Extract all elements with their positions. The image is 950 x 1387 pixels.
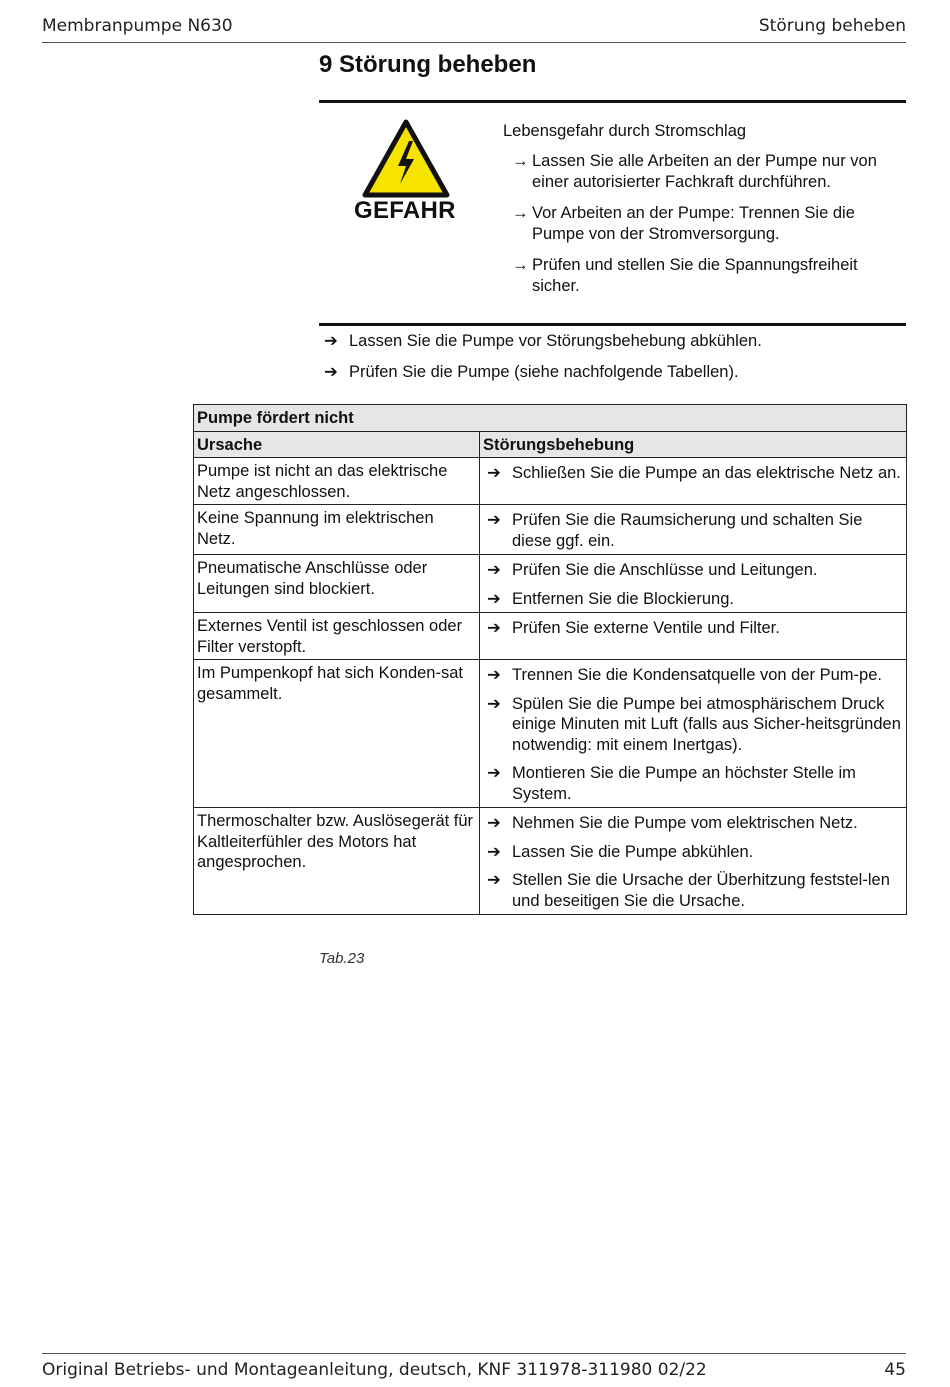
arrow-icon: ➔ [487,694,501,713]
table-row [194,660,907,808]
section-title: 9 Störung beheben [319,51,537,78]
preparation-steps [324,331,904,393]
arrow-icon: ➔ [487,561,501,579]
cause-cell: Pneumatische Anschlüsse oder Leitungen sind blockiert. [194,555,480,613]
fix-cell [480,613,907,660]
fix-item: ➔ Prüfen Sie die Raumsicherung und schalten Sie diese ggf. ein. [487,511,863,550]
fix-item: ➔ Lassen Sie die Pumpe abkühlen. [487,842,754,861]
cause-cell: Im Pumpenkopf hat sich Konden-sat gesammelt. [194,660,480,808]
electric-hazard-icon [362,119,450,199]
header-product: Membranpumpe N630 [42,16,233,36]
fix-item: ➔ Schließen Sie die Pumpe an das elektrische Netz an. [487,464,901,482]
fix-item: ➔ Nehmen Sie die Pumpe vom elektrischen Netz. [487,814,858,832]
arrow-icon: ➔ [487,619,501,637]
fix-cell [480,555,907,613]
fix-item: ➔ Trennen Sie die Kondensatquelle von der Pum-pe. [487,666,882,684]
page-number: 45 [884,1360,906,1380]
warning-item: → Prüfen und stellen Sie die Spannungsfreiheit sicher. [512,256,858,295]
arrow-icon: ➔ [487,511,501,529]
arrow-icon: → [512,256,529,274]
step-item: ➔ Prüfen Sie die Pumpe (siehe nachfolgende Tabellen). [324,363,739,381]
warning-item: → Vor Arbeiten an der Pumpe: Trennen Sie die Pumpe von der Stromversorgung. [512,204,855,243]
arrow-icon: ➔ [487,666,501,684]
page-footer [42,1353,906,1380]
arrow-icon: ➔ [487,589,501,608]
arrow-icon: ➔ [487,814,501,832]
arrow-icon: ➔ [487,871,501,889]
fix-cell [480,505,907,555]
hazard-text: Lebensgefahr durch Stromschlag [503,122,747,140]
table-row [194,505,907,555]
arrow-icon: ➔ [487,842,501,861]
fix-item: ➔ Spülen Sie die Pumpe bei atmosphärischem Druck einige Minuten mit Luft (falls aus Sicher-heitsgründen notwendig: mit einem Inertgas). [487,694,901,754]
arrow-icon: ➔ [487,464,501,482]
step-item: ➔ Lassen Sie die Pumpe vor Störungsbehebung abkühlen. [324,332,762,350]
cause-cell: Externes Ventil ist geschlossen oder Filter verstopft. [194,613,480,660]
cause-cell: Pumpe ist nicht an das elektrische Netz angeschlossen. [194,458,480,505]
troubleshooting-table [193,404,907,915]
table-row [194,555,907,613]
footer-document-info: Original Betriebs- und Montageanleitung, deutsch, KNF 311978-311980 02/22 [42,1360,707,1380]
table-caption: Tab.23 [319,950,365,967]
cause-cell: Thermoschalter bzw. Auslösegerät für Kaltleiterfühler des Motors hat angesprochen. [194,808,480,915]
danger-warning-box [319,100,906,326]
fix-cell [480,660,907,808]
table-row [194,458,907,505]
fix-cell [480,808,907,915]
column-header-fix: Störungsbehebung [480,431,907,458]
arrow-icon: ➔ [487,764,501,782]
fix-item: ➔ Prüfen Sie externe Ventile und Filter. [487,619,780,637]
arrow-icon: ➔ [324,363,338,381]
table-row [194,613,907,660]
warning-item: → Lassen Sie alle Arbeiten an der Pumpe nur von einer autorisierter Fachkraft durchführen. [512,152,877,191]
arrow-icon: ➔ [324,332,338,350]
column-header-cause: Ursache [194,431,480,458]
fix-cell [480,458,907,505]
fix-item: ➔ Stellen Sie die Ursache der Überhitzung feststel-len und beseitigen Sie die Ursache. [487,871,890,910]
arrow-icon: → [512,204,529,222]
table-row [194,808,907,915]
page-header [42,14,906,43]
header-chapter: Störung beheben [758,16,906,36]
arrow-icon: → [512,152,529,170]
cause-cell: Keine Spannung im elektrischen Netz. [194,505,480,555]
table-title: Pumpe fördert nicht [194,405,907,432]
fix-item: ➔ Entfernen Sie die Blockierung. [487,589,734,608]
fix-item: ➔ Prüfen Sie die Anschlüsse und Leitungen. [487,561,818,579]
fix-item: ➔ Montieren Sie die Pumpe an höchster Stelle im System. [487,764,856,803]
signal-word: GEFAHR [354,197,456,224]
